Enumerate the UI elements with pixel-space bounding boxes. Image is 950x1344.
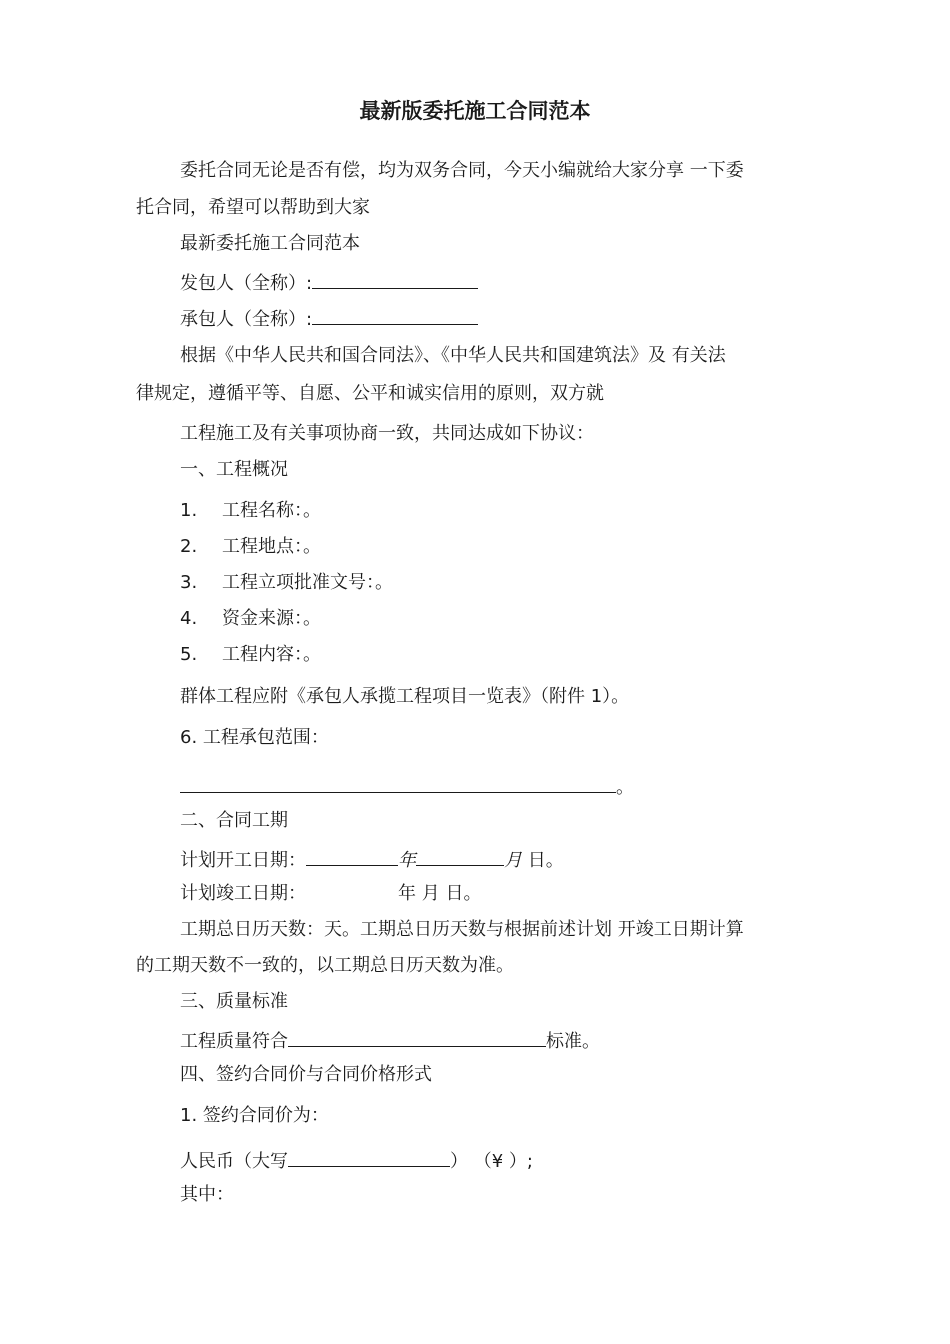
finish-date-label: 计划竣工日期：	[180, 883, 306, 904]
finish-date-value: 年 月 日。	[398, 883, 482, 904]
list-item-text: 工程立项批准文号：。	[222, 572, 393, 593]
list-item	[180, 498, 321, 524]
list-item	[180, 606, 321, 632]
document-title: 最新版委托施工合同范本	[359, 99, 591, 123]
duration-line-2: 的工期天数不一致的，以工期总日历天数为准。	[136, 955, 514, 976]
group-note: 群体工程应附《承包人承揽工程项目一览表》（附件 1）。	[180, 686, 630, 707]
list-item-number: 2.	[180, 536, 198, 557]
start-year-blank	[306, 845, 398, 866]
basis-line-1: 根据《中华人民共和国合同法》、《中华人民共和国建筑法》及 有关法	[180, 345, 726, 366]
section-heading-2: 二、合同工期	[180, 810, 288, 831]
scope-end: 。	[616, 777, 634, 798]
among-label: 其中：	[180, 1184, 234, 1205]
scope-label: 6. 工程承包范围：	[180, 727, 329, 748]
quality-line	[180, 1026, 600, 1055]
party-b-label: 承包人（全称）:	[180, 309, 313, 330]
intro-line-2: 托合同，希望可以帮助到大家	[136, 197, 370, 218]
quality-suffix: 标准。	[546, 1031, 600, 1052]
party-a-label: 发包人（全称）:	[180, 273, 313, 294]
party-b-line	[180, 304, 478, 333]
party-a-blank	[312, 268, 478, 289]
quality-blank	[288, 1026, 546, 1047]
rmb-suffix: ） （¥ ）;	[450, 1151, 533, 1172]
finish-date-line	[180, 881, 481, 907]
party-b-blank	[312, 304, 478, 325]
duration-line-1: 工期总日历天数：天。工期总日历天数与根据前述计划 开竣工日期计算	[180, 919, 744, 940]
list-item-text: 工程名称：。	[222, 500, 321, 521]
rmb-blank	[288, 1146, 450, 1167]
list-item	[180, 570, 393, 596]
start-month-blank	[416, 845, 504, 866]
list-item	[180, 642, 321, 668]
list-item-number: 4.	[180, 608, 198, 629]
intro-line-1: 委托合同无论是否有偿，均为双务合同，今天小编就给大家分享 一下委	[180, 160, 744, 181]
list-item-text: 工程地点：。	[222, 536, 321, 557]
rmb-prefix: 人民币（大写	[180, 1151, 288, 1172]
start-day-label: 日。	[522, 850, 564, 871]
list-item	[180, 534, 321, 560]
scope-line	[180, 772, 634, 801]
list-item-number: 5.	[180, 644, 198, 665]
start-month-label: 月	[504, 850, 522, 871]
subtitle: 最新委托施工合同范本	[180, 233, 360, 254]
price-label: 1. 签约合同价为：	[180, 1105, 329, 1126]
quality-prefix: 工程质量符合	[180, 1031, 288, 1052]
section-heading-3: 三、质量标准	[180, 991, 288, 1012]
section-heading-1: 一、工程概况	[180, 459, 288, 480]
list-item-number: 3.	[180, 572, 198, 593]
scope-blank	[180, 772, 616, 793]
start-year-label: 年	[398, 850, 416, 871]
party-a-line	[180, 268, 478, 297]
list-item-text: 资金来源：。	[222, 608, 321, 629]
start-date-line	[180, 845, 564, 874]
basis-line-2: 律规定，遵循平等、自愿、公平和诚实信用的原则，双方就	[136, 383, 604, 404]
start-date-label: 计划开工日期：	[180, 850, 306, 871]
agreement-line: 工程施工及有关事项协商一致，共同达成如下协议：	[180, 423, 594, 444]
rmb-line	[180, 1146, 533, 1175]
section-heading-4: 四、签约合同价与合同价格形式	[180, 1064, 432, 1085]
list-item-text: 工程内容：。	[222, 644, 321, 665]
list-item-number: 1.	[180, 500, 198, 521]
